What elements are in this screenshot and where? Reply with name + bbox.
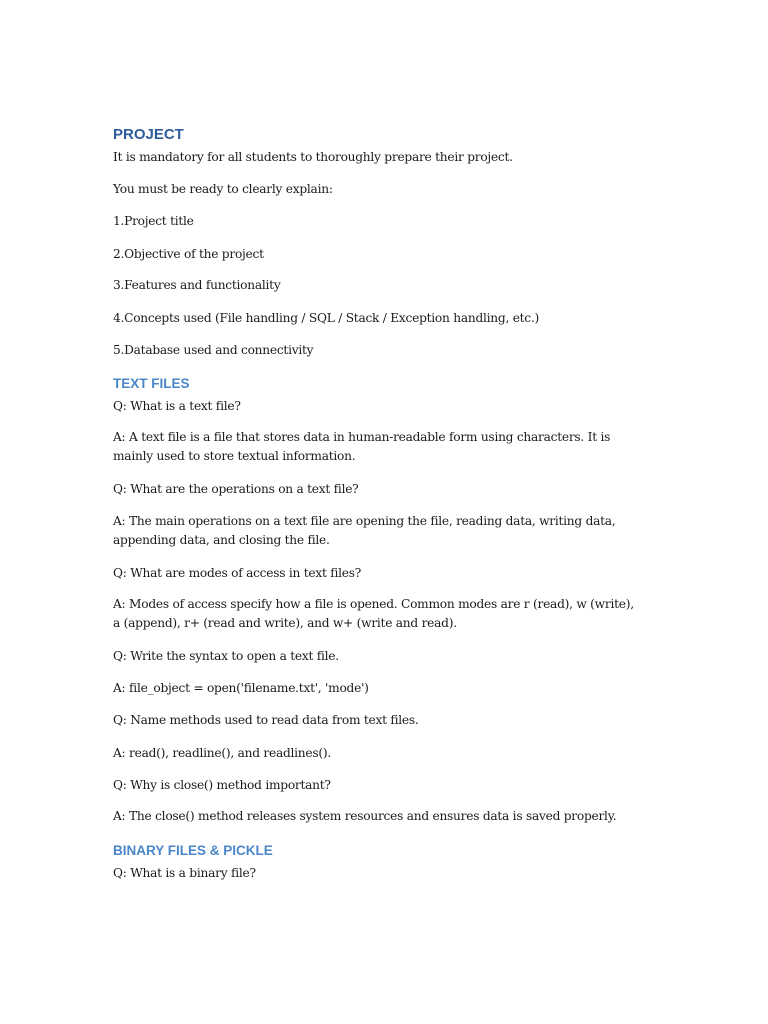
question: Q: What are modes of access in text files? bbox=[113, 566, 362, 580]
question: Q: Why is close() method important? bbox=[113, 778, 331, 792]
heading-project: PROJECT bbox=[113, 126, 184, 143]
question: Q: What is a text file? bbox=[113, 399, 241, 413]
question: Q: Write the syntax to open a text file. bbox=[113, 649, 339, 663]
question: Q: Name methods used to read data from text files. bbox=[113, 713, 419, 727]
project-lead: You must be ready to clearly explain: bbox=[113, 182, 333, 196]
heading-binary-files: BINARY FILES & PICKLE bbox=[113, 843, 273, 858]
question: Q: What are the operations on a text file? bbox=[113, 482, 359, 496]
answer: A: A text file is a file that stores data in human-readable form using characters. It is mainly used to store textual information. bbox=[113, 430, 611, 463]
list-item: 3.Features and functionality bbox=[113, 278, 281, 292]
answer: A: The main operations on a text file are opening the file, reading data, writing data, appending data, and closing the file. bbox=[113, 514, 616, 547]
answer: A: read(), readline(), and readlines(). bbox=[113, 746, 332, 760]
question: Q: What is a binary file? bbox=[113, 866, 256, 880]
list-item: 4.Concepts used (File handling / SQL / Stack / Exception handling, etc.) bbox=[113, 311, 540, 325]
answer: A: file_object = open('filename.txt', 'mode') bbox=[113, 681, 369, 695]
list-item: 2.Objective of the project bbox=[113, 247, 264, 261]
heading-text-files: TEXT FILES bbox=[113, 376, 190, 391]
answer: A: The close() method releases system resources and ensures data is saved properly. bbox=[113, 809, 617, 823]
answer: A: Modes of access specify how a file is opened. Common modes are r (read), w (write), a (append), r+ (read and write), and w+ (write and read). bbox=[113, 597, 634, 630]
list-item: 5.Database used and connectivity bbox=[113, 343, 314, 357]
project-intro: It is mandatory for all students to thoroughly prepare their project. bbox=[113, 150, 513, 164]
list-item: 1.Project title bbox=[113, 214, 194, 228]
